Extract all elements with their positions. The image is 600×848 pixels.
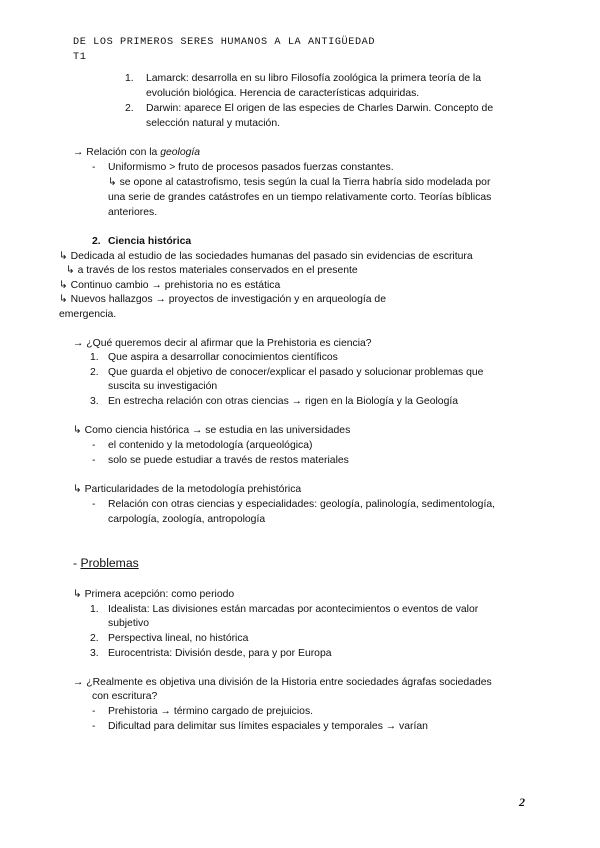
list-item-text: Perspectiva lineal, no histórica	[108, 633, 249, 644]
bullet-text: Prehistoria → término cargado de prejuicios.	[108, 706, 314, 717]
list-item-text: evolución biológica. Herencia de características adquiridas.	[146, 88, 420, 99]
text-line: ↳ Primera acepción: como periodo	[73, 589, 235, 600]
question: → ¿Realmente es objetiva una división de la Historia entre sociedades ágrafas sociedades	[73, 677, 492, 688]
list-number: 1.	[125, 73, 134, 84]
problemas-heading: - Problemas	[73, 556, 139, 570]
list-item-text: En estrecha relación con otras ciencias → rigen en la Biología y la Geología	[108, 396, 459, 407]
list-number: 3.	[90, 396, 99, 407]
document-subtitle: T1	[73, 52, 87, 63]
bullet-text: carpología, zoología, antropología	[108, 514, 266, 525]
sub-text: anteriores.	[108, 207, 158, 218]
bullet-dash: -	[92, 499, 96, 510]
list-item-text: Que aspira a desarrollar conocimientos científicos	[108, 352, 338, 363]
list-item-text: Lamarck: desarrolla en su libro Filosofía zoológica la primera teoría de la	[146, 73, 481, 84]
question: → ¿Qué queremos decir al afirmar que la Prehistoria es ciencia?	[73, 338, 372, 349]
bullet-text: Dificultad para delimitar sus límites espaciales y temporales → varían	[108, 721, 428, 732]
geologia-intro: → Relación con la geología	[73, 147, 201, 158]
text-line: ↳ Nuevos hallazgos → proyectos de investigación y en arqueología de	[59, 294, 386, 305]
text-line: emergencia.	[59, 309, 117, 320]
text-line: ↳ Particularidades de la metodología prehistórica	[73, 484, 302, 495]
text-line: ↳ Continuo cambio → prehistoria no es estática	[59, 280, 281, 291]
bullet-dash: -	[92, 162, 96, 173]
sub-text: ↳ se opone al catastrofismo, tesis según la cual la Tierra habría sido modelada por	[108, 177, 491, 188]
text-line: ↳ Dedicada al estudio de las sociedades humanas del pasado sin evidencias de escritura	[59, 251, 473, 262]
list-item-text: subjetivo	[108, 618, 150, 629]
document-title: DE LOS PRIMEROS SERES HUMANOS A LA ANTIGÜEDAD	[73, 37, 376, 48]
bullet-text: solo se puede estudiar a través de restos materiales	[108, 455, 349, 466]
section-number: 2.	[92, 236, 101, 247]
text-line: ↳ a través de los restos materiales conservados en el presente	[66, 265, 358, 276]
bullet-dash: -	[92, 440, 96, 451]
bullet-dash: -	[92, 455, 96, 466]
list-item-text: Que guarda el objetivo de conocer/explicar el pasado y solucionar problemas que	[108, 367, 484, 378]
list-number: 2.	[90, 633, 99, 644]
list-item-text: selección natural y mutación.	[146, 118, 280, 129]
bullet-dash: -	[92, 706, 96, 717]
text-line: ↳ Como ciencia histórica → se estudia en las universidades	[73, 425, 351, 436]
question: con escritura?	[92, 691, 158, 702]
list-number: 2.	[90, 367, 99, 378]
list-item-text: suscita su investigación	[108, 381, 218, 392]
list-item-text: Eurocentrista: División desde, para y por Europa	[108, 648, 332, 659]
list-number: 2.	[125, 103, 134, 114]
sub-text: una serie de grandes catástrofes en un tiempo relativamente corto. Teorías bíblicas	[108, 192, 492, 203]
bullet-text: Uniformismo > fruto de procesos pasados fuerzas constantes.	[108, 162, 394, 173]
bullet-dash: -	[92, 721, 96, 732]
list-item-text: Darwin: aparece El origen de las especies de Charles Darwin. Concepto de	[146, 103, 494, 114]
list-number: 1.	[90, 604, 99, 615]
list-number: 1.	[90, 352, 99, 363]
list-item-text: Idealista: Las divisiones están marcadas por acontecimientos o eventos de valor	[108, 604, 479, 615]
bullet-text: el contenido y la metodología (arqueológica)	[108, 440, 313, 451]
bullet-text: Relación con otras ciencias y especialidades: geología, palinología, sedimentología,	[108, 499, 496, 510]
list-number: 3.	[90, 648, 99, 659]
section-heading: Ciencia histórica	[108, 236, 192, 247]
page-number: 2	[519, 795, 525, 809]
